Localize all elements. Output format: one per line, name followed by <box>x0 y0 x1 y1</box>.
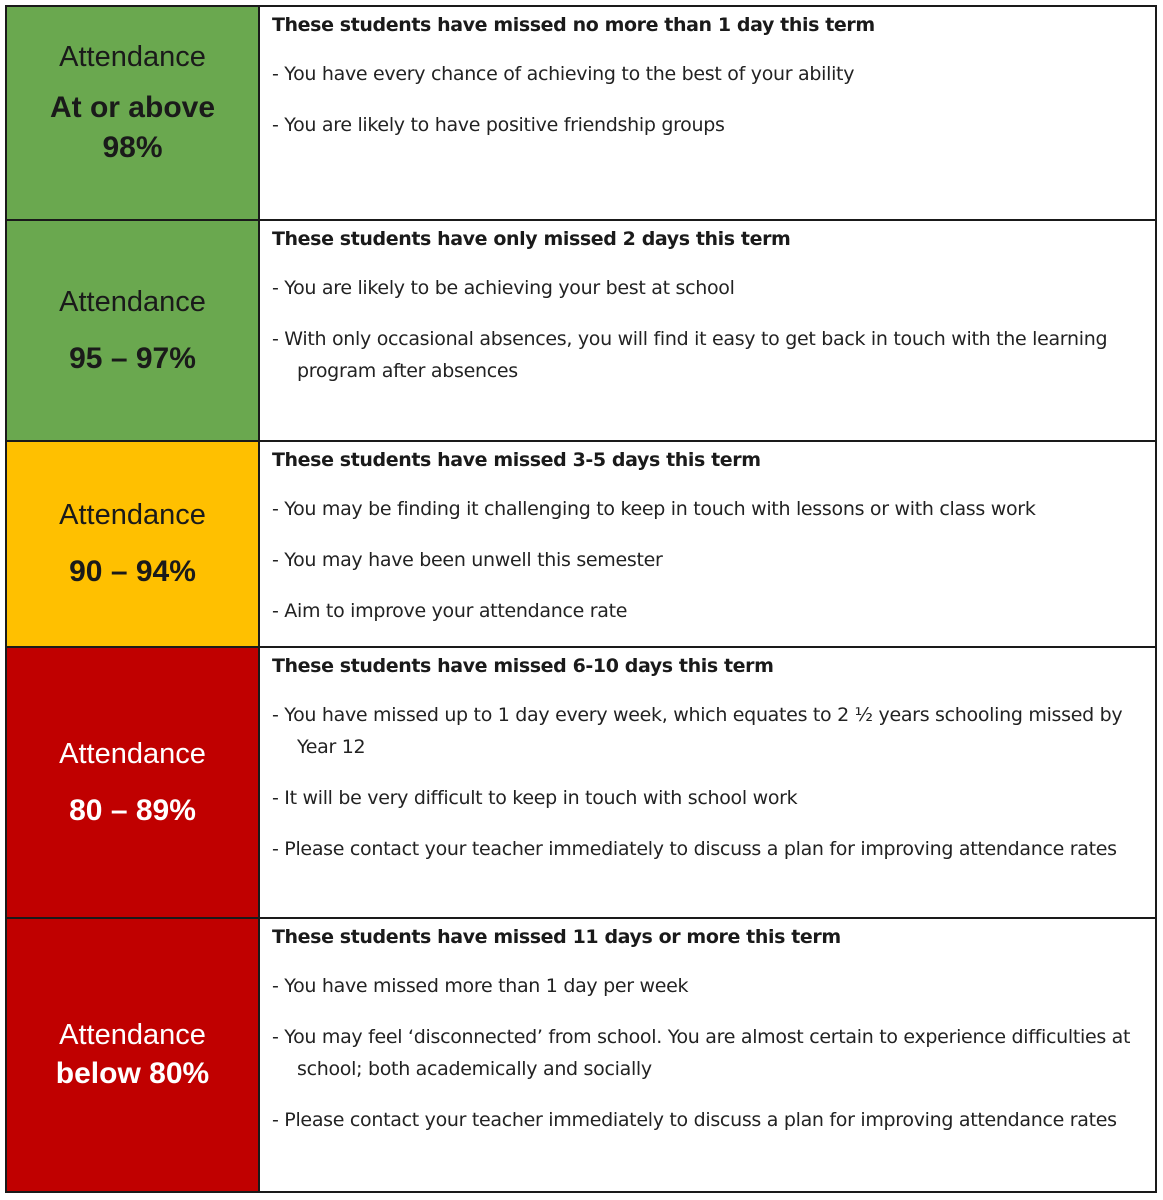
list-item: - You may be finding it challenging to keep in touch with lessons or with class work <box>272 498 1036 520</box>
band-value: 98% <box>102 131 163 164</box>
row-heading: These students have missed 6-10 days this term <box>272 655 774 677</box>
attendance-band-cell <box>7 221 260 440</box>
band-value: 90 – 94% <box>69 555 196 588</box>
list-item: - Aim to improve your attendance rate <box>272 600 628 622</box>
description-cell <box>260 442 1155 646</box>
table-row <box>7 7 1155 221</box>
description-cell <box>260 221 1155 440</box>
band-label: Attendance <box>59 499 206 531</box>
list-item: - You are likely to be achieving your best at school <box>272 277 735 299</box>
description-cell <box>260 7 1155 219</box>
attendance-band-cell <box>7 648 260 917</box>
table-row <box>7 919 1155 1191</box>
list-item: - You have every chance of achieving to the best of your ability <box>272 63 855 85</box>
band-label: Attendance <box>59 737 206 770</box>
attendance-band-cell <box>7 919 260 1191</box>
list-item: - You have missed more than 1 day per week <box>272 975 689 997</box>
list-item: - Please contact your teacher immediately to discuss a plan for improving attendance rates <box>272 1109 1117 1131</box>
list-item: - You may feel ‘disconnected’ from school. You are almost certain to experience difficulties at school; both academically and socially <box>272 1026 1131 1080</box>
list-item: - You are likely to have positive friendship groups <box>272 114 725 136</box>
table-row <box>7 221 1155 442</box>
band-value: 80 – 89% <box>69 793 196 827</box>
description-cell <box>260 919 1155 1191</box>
attendance-band-cell <box>7 442 260 646</box>
table-row <box>7 648 1155 919</box>
row-heading: These students have missed 3-5 days this term <box>272 449 761 471</box>
band-label: Attendance <box>59 1019 206 1051</box>
description-cell <box>260 648 1155 917</box>
row-heading: These students have missed no more than 1 day this term <box>272 14 875 36</box>
band-value: At or above <box>49 91 216 124</box>
table-row <box>7 442 1155 648</box>
row-heading: These students have only missed 2 days this term <box>272 228 791 250</box>
list-item: - You may have been unwell this semester <box>272 549 663 571</box>
row-heading: These students have missed 11 days or more this term <box>272 926 841 948</box>
attendance-band-cell <box>7 7 260 219</box>
band-value: 95 – 97% <box>69 341 196 375</box>
band-label: Attendance <box>59 41 206 73</box>
band-label: Attendance <box>59 285 206 318</box>
list-item: - You have missed up to 1 day every week, which equates to 2 ½ years schooling missed by Year 12 <box>272 704 1123 758</box>
attendance-table <box>5 5 1157 1193</box>
list-item: - With only occasional absences, you will find it easy to get back in touch with the learning program after absences <box>272 328 1108 382</box>
list-item: - It will be very difficult to keep in touch with school work <box>272 787 798 809</box>
band-value: below 80% <box>55 1057 210 1090</box>
list-item: - Please contact your teacher immediately to discuss a plan for improving attendance rates <box>272 838 1117 860</box>
